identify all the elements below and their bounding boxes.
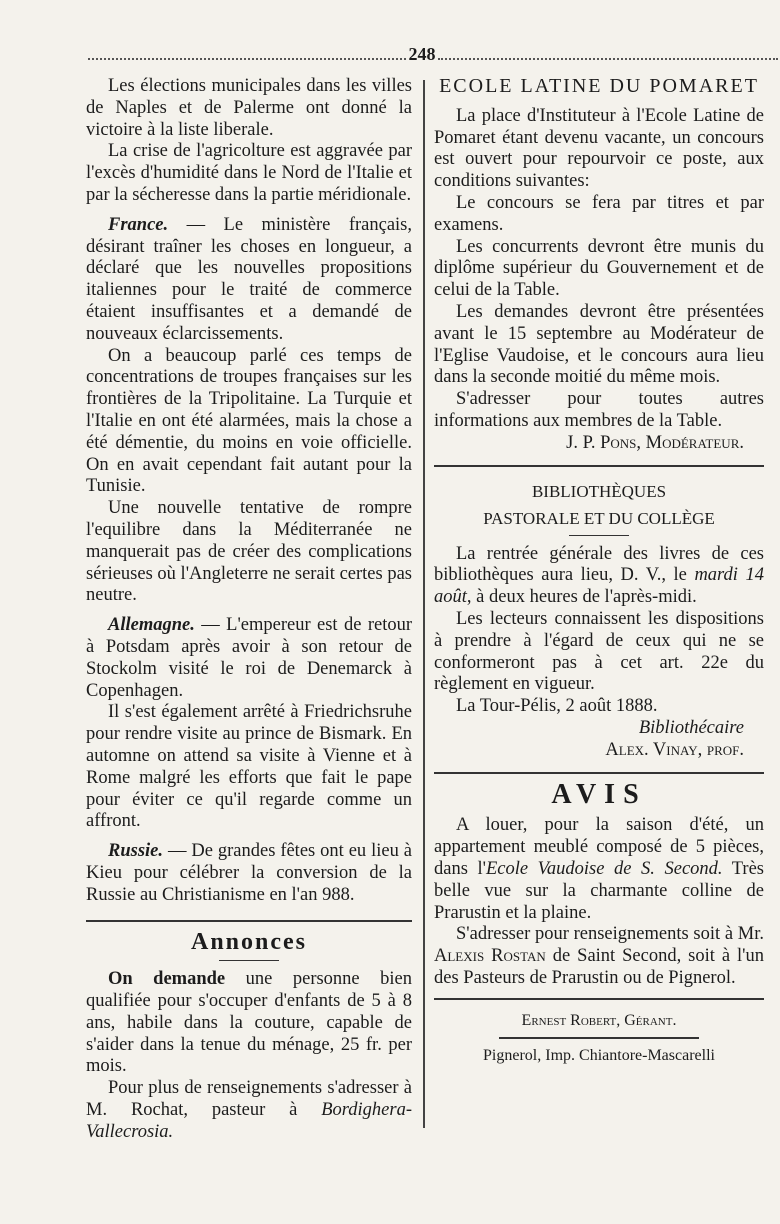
annonce-contact-place: Bordighera-Vallecrosia. bbox=[86, 1100, 412, 1142]
annonce-contact bbox=[86, 1078, 412, 1143]
header-rule-left bbox=[88, 58, 406, 60]
biblio-date: mardi 14 août bbox=[434, 565, 765, 608]
news-mediterranee: Une nouvelle tentative de rompre l'equilibre dans la Méditerranée ne manquerait pas de créer des complications sérieuses où l'Angleterre ne serait certes pas neutre. bbox=[86, 498, 412, 606]
avis-p2 bbox=[434, 924, 764, 989]
annonce-demande-text: une personne bien qualifiée pour s'occuper d'enfants de 5 à 8 ans, habile dans la couture, capable de s'aider dans la tenue du ménage, 25 fr. per mois. bbox=[86, 969, 412, 1077]
column-divider bbox=[423, 80, 425, 1128]
avis-place: Ecole Vaudoise de S. Second. bbox=[485, 858, 723, 879]
news-allemagne bbox=[86, 615, 412, 702]
news-naples: Les élections municipales dans les villes de Naples et de Palerme ont donné la victoire à la liste liberale. bbox=[86, 76, 412, 140]
news-bismark: Il s'est également arrêté à Friedrichsruhe pour rendre visite au prince de Bismark. En automne on attend sa visite à Vienne et à Rome malgré les efforts que fait le pape pour éviter ce qu'il regarde comme un affront. bbox=[86, 702, 412, 832]
biblio-ornament bbox=[569, 535, 629, 536]
imprimeur-line: Pignerol, Imp. Chiantore-Mascarelli bbox=[483, 1047, 715, 1065]
right-column bbox=[434, 76, 764, 1067]
biblio-p2: Les lecteurs connaissent les dispositions à prendre à l'égard de ceux qui ne se conformeront pas à cet art. 22e du règlement en vigueur. bbox=[434, 608, 764, 695]
biblio-role: Bibliothécaire bbox=[638, 717, 744, 738]
biblio-place-date: La Tour-Pélis, 2 août 1888. bbox=[456, 696, 658, 717]
avis-p2-text-b: de Saint Second, soit à l'un des Pasteurs de Prarustin ou de Pignerol. bbox=[434, 946, 764, 988]
avis-p1 bbox=[434, 815, 764, 924]
annonces-ornament bbox=[219, 960, 279, 961]
separator-annonces bbox=[86, 920, 412, 922]
news-france-text: — Le ministère français, désirant traîner les choses en longueur, a déclaré que les nouvelles propositions italiennes pour le traité de commerce étaient insuffisantes et a demandé de nouveaux éclarcissements. bbox=[86, 214, 412, 344]
gerant-line: Ernest Robert, Gérant. bbox=[521, 1011, 677, 1029]
avis-contact-name: Alexis Rostan bbox=[434, 946, 546, 967]
news-tripolitaine: On a beaucoup parlé ces temps de concentrations de troupes françaises sur les frontières de la Tripolitaine. La Turquie et l'Italie en ont été alarmées, mais la chose a été démentie, du moins en voie officielle. On en avait cependant fait autant pour la Tunisie. bbox=[86, 345, 412, 497]
ecole-p2: Le concours se fera par titres et par examens. bbox=[434, 192, 764, 235]
ecole-p1: La place d'Instituteur à l'Ecole Latine de Pomaret étant devenu vacante, un concours est ouvert pour repourvoir ce poste, aux conditions suivantes: bbox=[434, 105, 764, 192]
ecole-p3: Les concurrents devront être munis du diplôme supérieur du Gouvernement et de celui de la Table. bbox=[434, 236, 764, 301]
avis-p2-text-a: S'adresser pour renseignements soit à Mr. bbox=[456, 924, 764, 945]
news-france bbox=[86, 215, 412, 346]
biblio-signature: Alex. Vinay, prof. bbox=[605, 739, 744, 760]
annonces-title: Annonces bbox=[190, 929, 308, 956]
avis-title: AVIS bbox=[551, 778, 647, 810]
news-allemagne-text: — L'empereur est de retour à Potsdam après avoir à son retour de Stockolm visité le roi de Denemarck à Copenhagen. bbox=[86, 615, 412, 701]
label-russie: Russie. bbox=[108, 841, 164, 862]
label-allemagne: Allemagne. bbox=[108, 615, 195, 636]
news-russie-text: — De grandes fêtes ont eu lieu à Kieu pour célébrer la conversion de la Russie au Christianisme en l'an 988. bbox=[86, 841, 412, 905]
ecole-signature: J. P. Pons, Modérateur. bbox=[566, 432, 744, 453]
on-demande-label: On demande bbox=[108, 969, 226, 990]
separator-footer bbox=[434, 998, 764, 1000]
header-rule-right bbox=[438, 58, 778, 60]
news-russie bbox=[86, 841, 412, 906]
separator-avis bbox=[434, 772, 764, 774]
biblio-title-2: PASTORALE ET DU COLLÈGE bbox=[483, 508, 715, 528]
left-column bbox=[86, 76, 412, 1144]
page-number: 248 bbox=[408, 44, 436, 64]
news-agriculture: La crise de l'agricolture est aggravée par l'excès d'humidité dans le Nord de l'Italie et par la sécheresse dans la partie méridionale. bbox=[86, 141, 412, 205]
separator-imprimeur bbox=[499, 1037, 699, 1039]
ecole-p4: Les demandes devront être présentées avant le 15 septembre au Modérateur de l'Eglise Vaudoise, et le concours aura lieu dans la seconde moitié du même mois. bbox=[434, 301, 764, 388]
biblio-p1 bbox=[434, 544, 764, 609]
biblio-p1-text-b: , à deux heures de l'après-midi. bbox=[466, 587, 697, 608]
ecole-title: ECOLE LATINE DU POMARET bbox=[439, 75, 759, 97]
annonce-contact-text: Pour plus de renseignements s'adresser à M. Rochat, pasteur à bbox=[86, 1078, 412, 1121]
ecole-p5: S'adresser pour toutes autres informations aux membres de la Table. bbox=[434, 389, 764, 431]
avis-p1-text-a: A louer, pour la saison d'été, un appartement meublé composé de 5 pièces, dans l' bbox=[434, 815, 764, 879]
annonce-demande bbox=[86, 969, 412, 1078]
separator-biblio bbox=[434, 465, 764, 467]
biblio-title-1: BIBLIOTHÈQUES bbox=[531, 481, 667, 501]
page-header bbox=[88, 44, 778, 72]
avis-p1-text-b: Très belle vue sur la charmante colline de Prarustin et la plaine. bbox=[434, 858, 765, 923]
biblio-p1-text-a: La rentrée générale des livres de ces bibliothèques aura lieu, D. V., le bbox=[434, 543, 764, 586]
label-france: France. bbox=[108, 214, 169, 235]
